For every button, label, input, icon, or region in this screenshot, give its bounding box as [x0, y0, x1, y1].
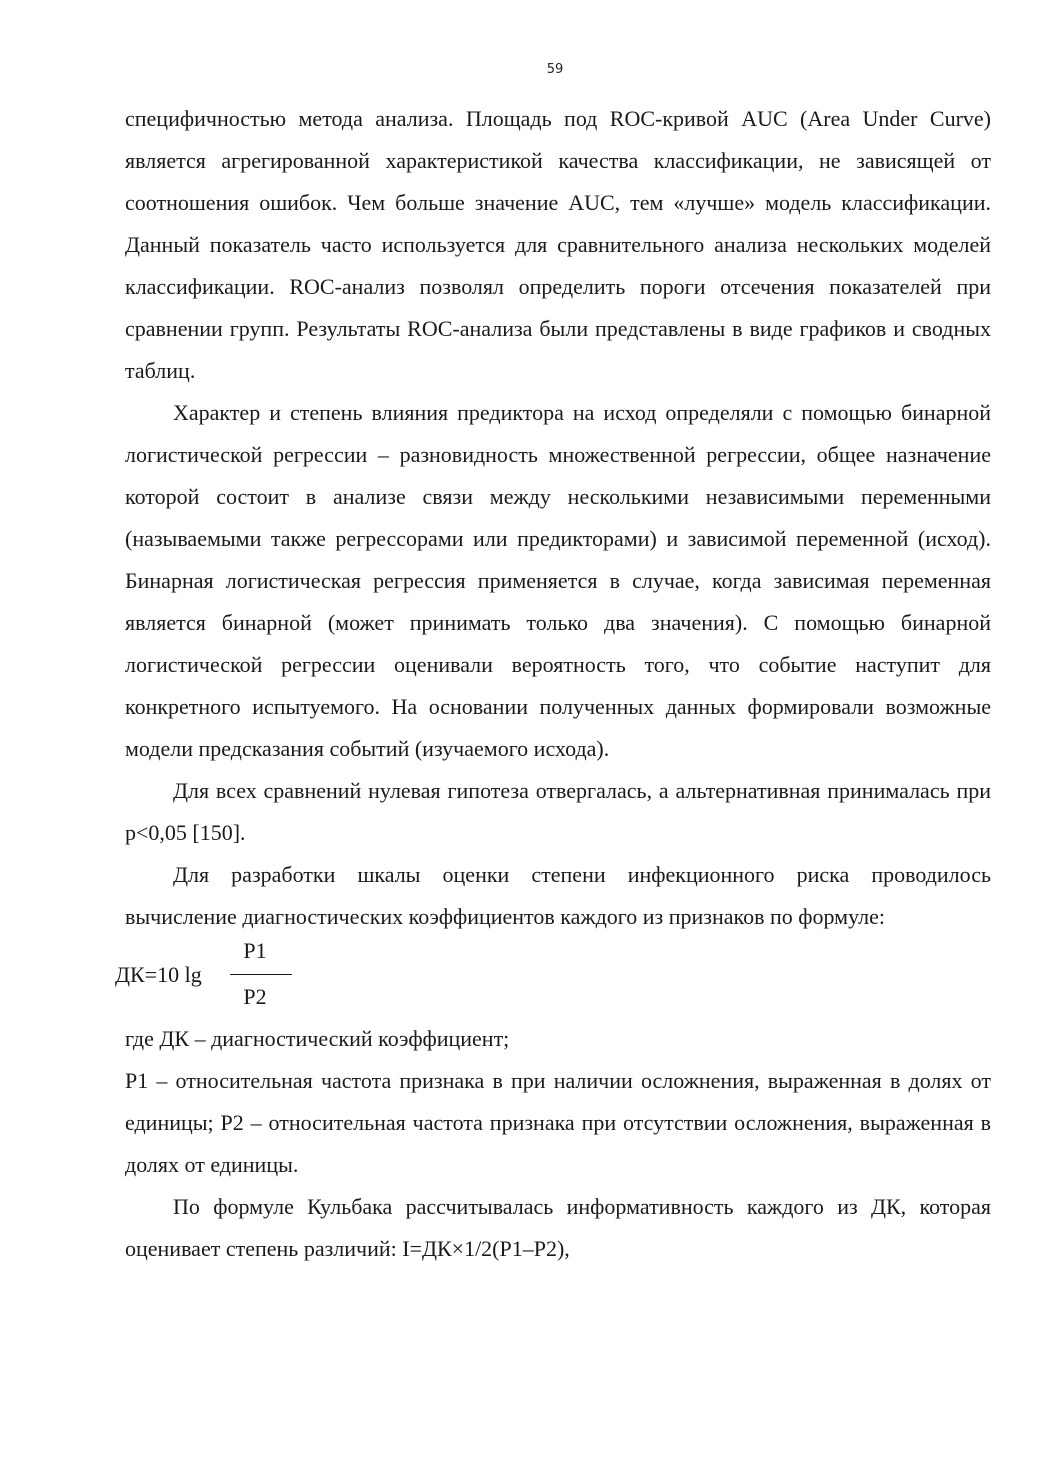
paragraph-hypothesis: Для всех сравнений нулевая гипотеза отвергалась, а альтернативная принималась при p<0,05 [150]. — [125, 778, 991, 845]
formula-denominator: Р2 — [243, 984, 267, 1009]
paragraph-logistic-regression: Характер и степень влияния предиктора на исход определяли с помощью бинарной логистической регрессии – разновидность множественной регрессии, общее назначение которой состоит в анализе связи между несколькими независимыми переменными (называемыми также регрессорами или предикторами) и зависимой переменной (исход). Бинарная логистическая регрессия применяется в случае, когда зависимая переменная является бинарной (может принимать только два значения). С помощью бинарной логистической регрессии оценивали вероятность того, что событие наступит для конкретного испытуемого. На основании полученных данных формировали возможные модели предсказания событий (изучаемого исхода). — [125, 400, 991, 761]
paragraph-roc-analysis: специфичностью метода анализа. Площадь под ROC-кривой AUC (Area Under Curve) является агрегированной характеристикой качества классификации, не зависящей от соотношения ошибок. Чем больше значение AUC, тем «лучше» модель классификации. Данный показатель часто используется для сравнительного анализа нескольких моделей классификации. ROC-анализ позволял определить пороги отсечения показателей при сравнении групп. Результаты ROC-анализа были представлены в виде графиков и сводных таблиц. — [125, 106, 991, 383]
paragraph-dk-definition: где ДК – диагностический коэффициент; — [125, 1026, 510, 1051]
paragraph-kullback-formula: По формуле Кульбака рассчитывалась информативность каждого из ДК, которая оценивает степень различий: I=ДК×1/2(Р1–Р2), — [125, 1194, 991, 1261]
paragraph-p1-p2-definition: Р1 – относительная частота признака в при наличии осложнения, выраженная в долях от единицы; Р2 – относительная частота признака при отсутствии осложнения, выраженная в долях от единицы. — [125, 1068, 991, 1177]
formula-numerator: Р1 — [243, 938, 267, 963]
paragraph-scale-development: Для разработки шкалы оценки степени инфекционного риска проводилось вычисление диагностических коэффициентов каждого из признаков по формуле: — [125, 862, 991, 929]
formula-dk — [115, 938, 991, 1018]
document-body — [115, 98, 991, 1270]
formula-lhs: ДК=10 lg — [115, 962, 202, 987]
page-number: 59 — [546, 62, 564, 77]
fraction-bar — [230, 974, 292, 975]
